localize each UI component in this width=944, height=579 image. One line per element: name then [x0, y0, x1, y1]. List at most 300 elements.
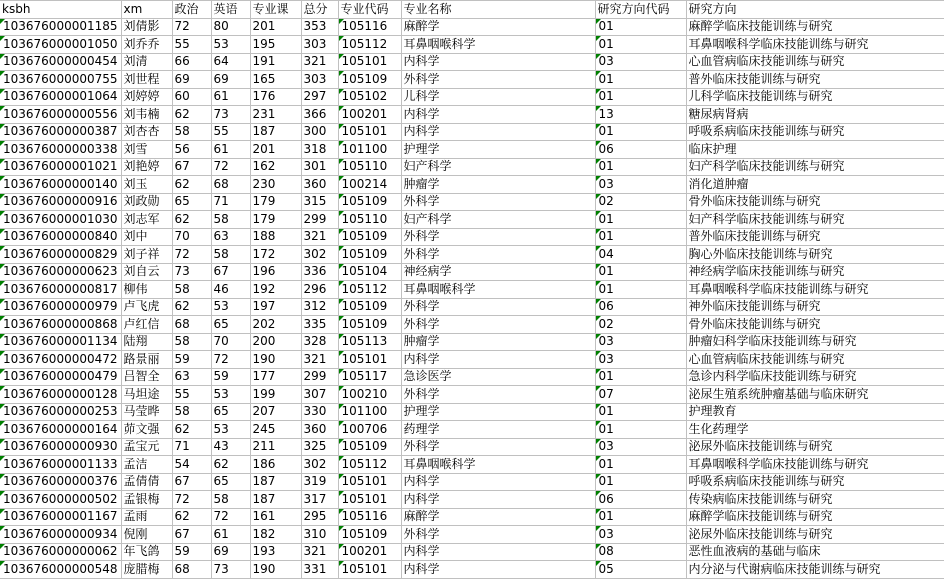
table-cell[interactable]: 300 [301, 123, 338, 141]
table-cell[interactable]: 301 [301, 158, 338, 176]
table-cell[interactable]: 呼吸系病临床技能训练与研究 [686, 473, 944, 491]
table-cell[interactable]: 202 [250, 316, 301, 334]
table-cell[interactable]: 刘世程 [121, 71, 172, 89]
table-cell[interactable]: 105109 [338, 71, 401, 89]
table-cell[interactable]: 190 [250, 561, 301, 579]
table-cell[interactable]: 07 [595, 386, 686, 404]
table-cell[interactable]: 刘玉 [121, 176, 172, 194]
table-cell[interactable]: 299 [301, 211, 338, 229]
table-cell[interactable]: 01 [595, 71, 686, 89]
table-cell[interactable]: 103676000000454 [0, 53, 121, 71]
table-cell[interactable]: 01 [595, 368, 686, 386]
table-cell[interactable]: 麻醉学 [401, 508, 595, 526]
table-cell[interactable]: 临床护理 [686, 141, 944, 159]
table-cell[interactable]: 01 [595, 88, 686, 106]
table-cell[interactable]: 201 [250, 141, 301, 159]
table-cell[interactable]: 传染病临床技能训练与研究 [686, 491, 944, 509]
table-cell[interactable]: 53 [211, 386, 250, 404]
table-cell[interactable]: 01 [595, 18, 686, 36]
table-cell[interactable]: 01 [595, 508, 686, 526]
column-header[interactable]: 英语 [211, 1, 250, 19]
table-cell[interactable]: 神经病学临床技能训练与研究 [686, 263, 944, 281]
table-cell[interactable]: 70 [172, 228, 211, 246]
table-cell[interactable]: 53 [211, 421, 250, 439]
table-cell[interactable]: 103676000001050 [0, 36, 121, 54]
table-cell[interactable]: 193 [250, 543, 301, 561]
table-cell[interactable]: 内科学 [401, 561, 595, 579]
table-cell[interactable]: 199 [250, 386, 301, 404]
table-cell[interactable]: 耳鼻咽喉科学临床技能训练与研究 [686, 281, 944, 299]
table-cell[interactable]: 护理学 [401, 141, 595, 159]
table-cell[interactable]: 马莹晔 [121, 403, 172, 421]
table-cell[interactable]: 72 [172, 246, 211, 264]
table-cell[interactable]: 外科学 [401, 71, 595, 89]
table-cell[interactable]: 03 [595, 351, 686, 369]
column-header[interactable]: ksbh [0, 1, 121, 19]
table-cell[interactable]: 麻醉学临床技能训练与研究 [686, 508, 944, 526]
table-cell[interactable]: 55 [172, 36, 211, 54]
table-cell[interactable]: 172 [250, 246, 301, 264]
table-cell[interactable]: 呼吸系病临床技能训练与研究 [686, 123, 944, 141]
table-cell[interactable]: 105110 [338, 158, 401, 176]
table-cell[interactable]: 01 [595, 36, 686, 54]
table-cell[interactable]: 103676000000930 [0, 438, 121, 456]
table-cell[interactable]: 105109 [338, 193, 401, 211]
table-cell[interactable]: 路景丽 [121, 351, 172, 369]
table-cell[interactable]: 62 [172, 211, 211, 229]
table-cell[interactable]: 162 [250, 158, 301, 176]
table-cell[interactable]: 103676000000376 [0, 473, 121, 491]
table-cell[interactable]: 105116 [338, 18, 401, 36]
table-cell[interactable]: 儿科学 [401, 88, 595, 106]
table-cell[interactable]: 71 [211, 193, 250, 211]
table-cell[interactable]: 59 [172, 543, 211, 561]
table-cell[interactable]: 66 [172, 53, 211, 71]
table-cell[interactable]: 105112 [338, 281, 401, 299]
table-cell[interactable]: 103676000000556 [0, 106, 121, 124]
table-cell[interactable]: 58 [172, 403, 211, 421]
table-cell[interactable]: 外科学 [401, 438, 595, 456]
table-cell[interactable]: 105109 [338, 298, 401, 316]
table-cell[interactable]: 176 [250, 88, 301, 106]
table-cell[interactable]: 321 [301, 543, 338, 561]
table-cell[interactable]: 03 [595, 53, 686, 71]
column-header[interactable]: 政治 [172, 1, 211, 19]
table-cell[interactable]: 105117 [338, 368, 401, 386]
table-cell[interactable]: 80 [211, 18, 250, 36]
table-cell[interactable]: 103676000000840 [0, 228, 121, 246]
table-cell[interactable]: 妇产科学 [401, 158, 595, 176]
table-cell[interactable]: 内科学 [401, 491, 595, 509]
table-cell[interactable]: 360 [301, 176, 338, 194]
table-cell[interactable]: 骨外临床技能训练与研究 [686, 193, 944, 211]
table-cell[interactable]: 肿瘤学 [401, 176, 595, 194]
table-cell[interactable]: 儿科学临床技能训练与研究 [686, 88, 944, 106]
table-cell[interactable]: 护理教育 [686, 403, 944, 421]
table-cell[interactable]: 03 [595, 438, 686, 456]
table-cell[interactable]: 庞腊梅 [121, 561, 172, 579]
table-cell[interactable]: 妇产科学临床技能训练与研究 [686, 211, 944, 229]
table-cell[interactable]: 105102 [338, 88, 401, 106]
table-cell[interactable]: 普外临床技能训练与研究 [686, 228, 944, 246]
table-cell[interactable]: 02 [595, 316, 686, 334]
table-cell[interactable]: 01 [595, 211, 686, 229]
table-cell[interactable]: 319 [301, 473, 338, 491]
table-cell[interactable]: 58 [211, 211, 250, 229]
table-cell[interactable]: 103676000001030 [0, 211, 121, 229]
table-cell[interactable]: 325 [301, 438, 338, 456]
table-cell[interactable]: 外科学 [401, 246, 595, 264]
column-header[interactable]: 总分 [301, 1, 338, 19]
table-cell[interactable]: 73 [211, 106, 250, 124]
table-cell[interactable]: 72 [211, 158, 250, 176]
table-cell[interactable]: 62 [172, 298, 211, 316]
table-cell[interactable]: 72 [172, 491, 211, 509]
table-cell[interactable]: 65 [211, 403, 250, 421]
table-cell[interactable]: 麻醉学临床技能训练与研究 [686, 18, 944, 36]
table-cell[interactable]: 刘清 [121, 53, 172, 71]
table-cell[interactable]: 刘婷婷 [121, 88, 172, 106]
table-cell[interactable]: 58 [172, 333, 211, 351]
table-cell[interactable]: 71 [172, 438, 211, 456]
table-cell[interactable]: 65 [211, 473, 250, 491]
table-cell[interactable]: 普外临床技能训练与研究 [686, 71, 944, 89]
table-cell[interactable]: 105113 [338, 333, 401, 351]
table-cell[interactable]: 倪刚 [121, 526, 172, 544]
table-cell[interactable]: 护理学 [401, 403, 595, 421]
table-cell[interactable]: 105112 [338, 36, 401, 54]
table-cell[interactable]: 105112 [338, 456, 401, 474]
table-cell[interactable]: 06 [595, 491, 686, 509]
table-cell[interactable]: 内分泌与代谢病临床技能训练与研究 [686, 561, 944, 579]
table-cell[interactable]: 55 [172, 386, 211, 404]
column-header[interactable]: 研究方向代码 [595, 1, 686, 19]
table-cell[interactable]: 内科学 [401, 53, 595, 71]
table-cell[interactable]: 105109 [338, 246, 401, 264]
table-cell[interactable]: 69 [211, 543, 250, 561]
table-cell[interactable]: 孟银梅 [121, 491, 172, 509]
table-cell[interactable]: 糖尿病肾病 [686, 106, 944, 124]
table-cell[interactable]: 55 [211, 123, 250, 141]
table-cell[interactable]: 外科学 [401, 316, 595, 334]
table-cell[interactable]: 01 [595, 473, 686, 491]
table-cell[interactable]: 05 [595, 561, 686, 579]
table-cell[interactable]: 103676000001167 [0, 508, 121, 526]
table-cell[interactable]: 耳鼻咽喉科学临床技能训练与研究 [686, 456, 944, 474]
table-cell[interactable]: 06 [595, 141, 686, 159]
table-cell[interactable]: 62 [211, 456, 250, 474]
table-cell[interactable]: 101100 [338, 403, 401, 421]
table-cell[interactable]: 内科学 [401, 106, 595, 124]
table-cell[interactable]: 73 [172, 263, 211, 281]
table-cell[interactable]: 耳鼻咽喉科学 [401, 36, 595, 54]
table-cell[interactable]: 刘乔乔 [121, 36, 172, 54]
table-cell[interactable]: 321 [301, 351, 338, 369]
table-cell[interactable]: 312 [301, 298, 338, 316]
table-cell[interactable]: 01 [595, 158, 686, 176]
table-cell[interactable]: 105101 [338, 351, 401, 369]
table-cell[interactable]: 内科学 [401, 543, 595, 561]
table-cell[interactable]: 103676000000934 [0, 526, 121, 544]
table-cell[interactable]: 230 [250, 176, 301, 194]
column-header[interactable]: 研究方向 [686, 1, 944, 19]
table-cell[interactable]: 105104 [338, 263, 401, 281]
table-cell[interactable]: 105109 [338, 526, 401, 544]
table-cell[interactable]: 59 [211, 368, 250, 386]
table-cell[interactable]: 67 [172, 473, 211, 491]
table-cell[interactable]: 177 [250, 368, 301, 386]
table-cell[interactable]: 307 [301, 386, 338, 404]
table-cell[interactable]: 336 [301, 263, 338, 281]
table-cell[interactable]: 245 [250, 421, 301, 439]
table-cell[interactable]: 68 [211, 176, 250, 194]
table-cell[interactable]: 103676000000755 [0, 71, 121, 89]
table-cell[interactable]: 孟雨 [121, 508, 172, 526]
table-cell[interactable]: 105101 [338, 123, 401, 141]
table-cell[interactable]: 刘韦楠 [121, 106, 172, 124]
table-cell[interactable]: 耳鼻咽喉科学 [401, 281, 595, 299]
table-cell[interactable]: 56 [172, 141, 211, 159]
table-cell[interactable]: 58 [172, 123, 211, 141]
table-cell[interactable]: 外科学 [401, 526, 595, 544]
table-cell[interactable]: 188 [250, 228, 301, 246]
table-cell[interactable]: 62 [172, 508, 211, 526]
table-cell[interactable]: 101100 [338, 141, 401, 159]
table-cell[interactable]: 179 [250, 211, 301, 229]
table-cell[interactable]: 泌尿外临床技能训练与研究 [686, 526, 944, 544]
table-cell[interactable]: 165 [250, 71, 301, 89]
table-cell[interactable]: 心血管病临床技能训练与研究 [686, 53, 944, 71]
table-cell[interactable]: 187 [250, 123, 301, 141]
table-cell[interactable]: 生化药理学 [686, 421, 944, 439]
table-cell[interactable]: 泌尿外临床技能训练与研究 [686, 438, 944, 456]
table-cell[interactable]: 01 [595, 123, 686, 141]
table-cell[interactable]: 妇产科学 [401, 211, 595, 229]
table-cell[interactable]: 302 [301, 246, 338, 264]
table-cell[interactable]: 328 [301, 333, 338, 351]
table-cell[interactable]: 302 [301, 456, 338, 474]
table-cell[interactable]: 299 [301, 368, 338, 386]
table-cell[interactable]: 03 [595, 333, 686, 351]
table-cell[interactable]: 103676000001064 [0, 88, 121, 106]
table-cell[interactable]: 04 [595, 246, 686, 264]
table-cell[interactable]: 103676000000140 [0, 176, 121, 194]
table-cell[interactable]: 72 [172, 18, 211, 36]
table-cell[interactable]: 296 [301, 281, 338, 299]
table-cell[interactable]: 62 [172, 176, 211, 194]
table-cell[interactable]: 69 [211, 71, 250, 89]
table-cell[interactable]: 65 [172, 193, 211, 211]
table-cell[interactable]: 190 [250, 351, 301, 369]
table-cell[interactable]: 茆文强 [121, 421, 172, 439]
table-cell[interactable]: 331 [301, 561, 338, 579]
table-cell[interactable]: 100210 [338, 386, 401, 404]
table-cell[interactable]: 103676000001133 [0, 456, 121, 474]
table-cell[interactable]: 105109 [338, 316, 401, 334]
table-cell[interactable]: 耳鼻咽喉科学临床技能训练与研究 [686, 36, 944, 54]
table-cell[interactable]: 73 [211, 561, 250, 579]
table-cell[interactable]: 陆翔 [121, 333, 172, 351]
table-cell[interactable]: 103676000000128 [0, 386, 121, 404]
table-cell[interactable]: 105101 [338, 473, 401, 491]
table-cell[interactable]: 58 [211, 491, 250, 509]
table-cell[interactable]: 58 [211, 246, 250, 264]
table-cell[interactable]: 105110 [338, 211, 401, 229]
table-cell[interactable]: 211 [250, 438, 301, 456]
table-cell[interactable]: 60 [172, 88, 211, 106]
table-cell[interactable]: 神经病学 [401, 263, 595, 281]
table-cell[interactable]: 69 [172, 71, 211, 89]
table-cell[interactable]: 103676000000868 [0, 316, 121, 334]
table-cell[interactable]: 耳鼻咽喉科学 [401, 456, 595, 474]
table-cell[interactable]: 192 [250, 281, 301, 299]
table-cell[interactable]: 103676000000502 [0, 491, 121, 509]
table-cell[interactable]: 187 [250, 491, 301, 509]
table-cell[interactable]: 骨外临床技能训练与研究 [686, 316, 944, 334]
table-cell[interactable]: 01 [595, 228, 686, 246]
table-cell[interactable]: 197 [250, 298, 301, 316]
table-cell[interactable]: 103676000000829 [0, 246, 121, 264]
table-cell[interactable]: 207 [250, 403, 301, 421]
table-cell[interactable]: 186 [250, 456, 301, 474]
table-cell[interactable]: 内科学 [401, 351, 595, 369]
table-cell[interactable]: 103676000001134 [0, 333, 121, 351]
table-cell[interactable]: 330 [301, 403, 338, 421]
table-cell[interactable]: 321 [301, 53, 338, 71]
table-cell[interactable]: 231 [250, 106, 301, 124]
table-cell[interactable]: 01 [595, 281, 686, 299]
table-cell[interactable]: 内科学 [401, 123, 595, 141]
table-cell[interactable]: 01 [595, 403, 686, 421]
table-cell[interactable]: 03 [595, 526, 686, 544]
table-cell[interactable]: 59 [172, 351, 211, 369]
table-cell[interactable]: 外科学 [401, 298, 595, 316]
table-cell[interactable]: 67 [211, 263, 250, 281]
table-cell[interactable]: 刘政勋 [121, 193, 172, 211]
table-cell[interactable]: 335 [301, 316, 338, 334]
table-cell[interactable]: 182 [250, 526, 301, 544]
table-cell[interactable]: 外科学 [401, 193, 595, 211]
table-cell[interactable]: 67 [172, 158, 211, 176]
table-cell[interactable]: 100706 [338, 421, 401, 439]
table-cell[interactable]: 外科学 [401, 386, 595, 404]
table-cell[interactable]: 360 [301, 421, 338, 439]
column-header[interactable]: xm [121, 1, 172, 19]
table-cell[interactable]: 72 [211, 508, 250, 526]
table-cell[interactable]: 366 [301, 106, 338, 124]
table-cell[interactable]: 103676000000164 [0, 421, 121, 439]
table-cell[interactable]: 53 [211, 36, 250, 54]
table-cell[interactable]: 105101 [338, 53, 401, 71]
table-cell[interactable]: 54 [172, 456, 211, 474]
table-cell[interactable]: 62 [172, 421, 211, 439]
table-cell[interactable]: 105109 [338, 228, 401, 246]
table-cell[interactable]: 刘艳婷 [121, 158, 172, 176]
table-cell[interactable]: 191 [250, 53, 301, 71]
table-cell[interactable]: 67 [172, 526, 211, 544]
table-cell[interactable]: 72 [211, 351, 250, 369]
table-cell[interactable]: 105109 [338, 438, 401, 456]
table-cell[interactable]: 303 [301, 36, 338, 54]
table-cell[interactable]: 195 [250, 36, 301, 54]
table-cell[interactable]: 肿瘤学 [401, 333, 595, 351]
table-cell[interactable]: 恶性血液病的基础与临床 [686, 543, 944, 561]
table-cell[interactable]: 61 [211, 526, 250, 544]
table-cell[interactable]: 08 [595, 543, 686, 561]
table-cell[interactable]: 68 [172, 561, 211, 579]
table-cell[interactable]: 65 [211, 316, 250, 334]
table-cell[interactable]: 58 [172, 281, 211, 299]
table-cell[interactable]: 63 [172, 368, 211, 386]
table-cell[interactable]: 麻醉学 [401, 18, 595, 36]
table-cell[interactable]: 64 [211, 53, 250, 71]
table-cell[interactable]: 13 [595, 106, 686, 124]
table-cell[interactable]: 01 [595, 456, 686, 474]
table-cell[interactable]: 105101 [338, 491, 401, 509]
table-cell[interactable]: 315 [301, 193, 338, 211]
table-cell[interactable]: 刘中 [121, 228, 172, 246]
table-cell[interactable]: 303 [301, 71, 338, 89]
table-cell[interactable]: 卢红信 [121, 316, 172, 334]
table-cell[interactable]: 刘自云 [121, 263, 172, 281]
table-cell[interactable]: 刘子祥 [121, 246, 172, 264]
table-cell[interactable]: 310 [301, 526, 338, 544]
table-cell[interactable]: 消化道肿瘤 [686, 176, 944, 194]
table-cell[interactable]: 317 [301, 491, 338, 509]
table-cell[interactable]: 孟洁 [121, 456, 172, 474]
table-cell[interactable]: 103676000001021 [0, 158, 121, 176]
table-cell[interactable]: 105116 [338, 508, 401, 526]
table-cell[interactable]: 61 [211, 141, 250, 159]
table-cell[interactable]: 孟宝元 [121, 438, 172, 456]
table-cell[interactable]: 刘志军 [121, 211, 172, 229]
table-cell[interactable]: 43 [211, 438, 250, 456]
table-cell[interactable]: 100214 [338, 176, 401, 194]
table-cell[interactable]: 103676000000338 [0, 141, 121, 159]
table-cell[interactable]: 06 [595, 298, 686, 316]
table-cell[interactable]: 295 [301, 508, 338, 526]
table-cell[interactable]: 03 [595, 176, 686, 194]
table-cell[interactable]: 200 [250, 333, 301, 351]
table-cell[interactable]: 01 [595, 263, 686, 281]
table-cell[interactable]: 胸心外临床技能训练与研究 [686, 246, 944, 264]
table-cell[interactable]: 61 [211, 88, 250, 106]
table-cell[interactable]: 62 [172, 106, 211, 124]
table-cell[interactable]: 103676000000253 [0, 403, 121, 421]
table-cell[interactable]: 105101 [338, 561, 401, 579]
column-header[interactable]: 专业名称 [401, 1, 595, 19]
table-cell[interactable]: 卢飞虎 [121, 298, 172, 316]
table-cell[interactable]: 100201 [338, 543, 401, 561]
table-cell[interactable]: 161 [250, 508, 301, 526]
table-cell[interactable]: 103676000000916 [0, 193, 121, 211]
table-cell[interactable]: 急诊医学 [401, 368, 595, 386]
table-cell[interactable]: 柳伟 [121, 281, 172, 299]
table-cell[interactable]: 泌尿生殖系统肿瘤基础与临床研究 [686, 386, 944, 404]
table-cell[interactable]: 肿瘤妇科学临床技能训练与研究 [686, 333, 944, 351]
table-cell[interactable]: 103676000001185 [0, 18, 121, 36]
table-cell[interactable]: 201 [250, 18, 301, 36]
table-cell[interactable]: 179 [250, 193, 301, 211]
table-cell[interactable]: 药理学 [401, 421, 595, 439]
table-cell[interactable]: 46 [211, 281, 250, 299]
table-cell[interactable]: 68 [172, 316, 211, 334]
table-cell[interactable]: 353 [301, 18, 338, 36]
table-cell[interactable]: 103676000000979 [0, 298, 121, 316]
table-cell[interactable]: 321 [301, 228, 338, 246]
table-cell[interactable]: 70 [211, 333, 250, 351]
table-cell[interactable]: 100201 [338, 106, 401, 124]
